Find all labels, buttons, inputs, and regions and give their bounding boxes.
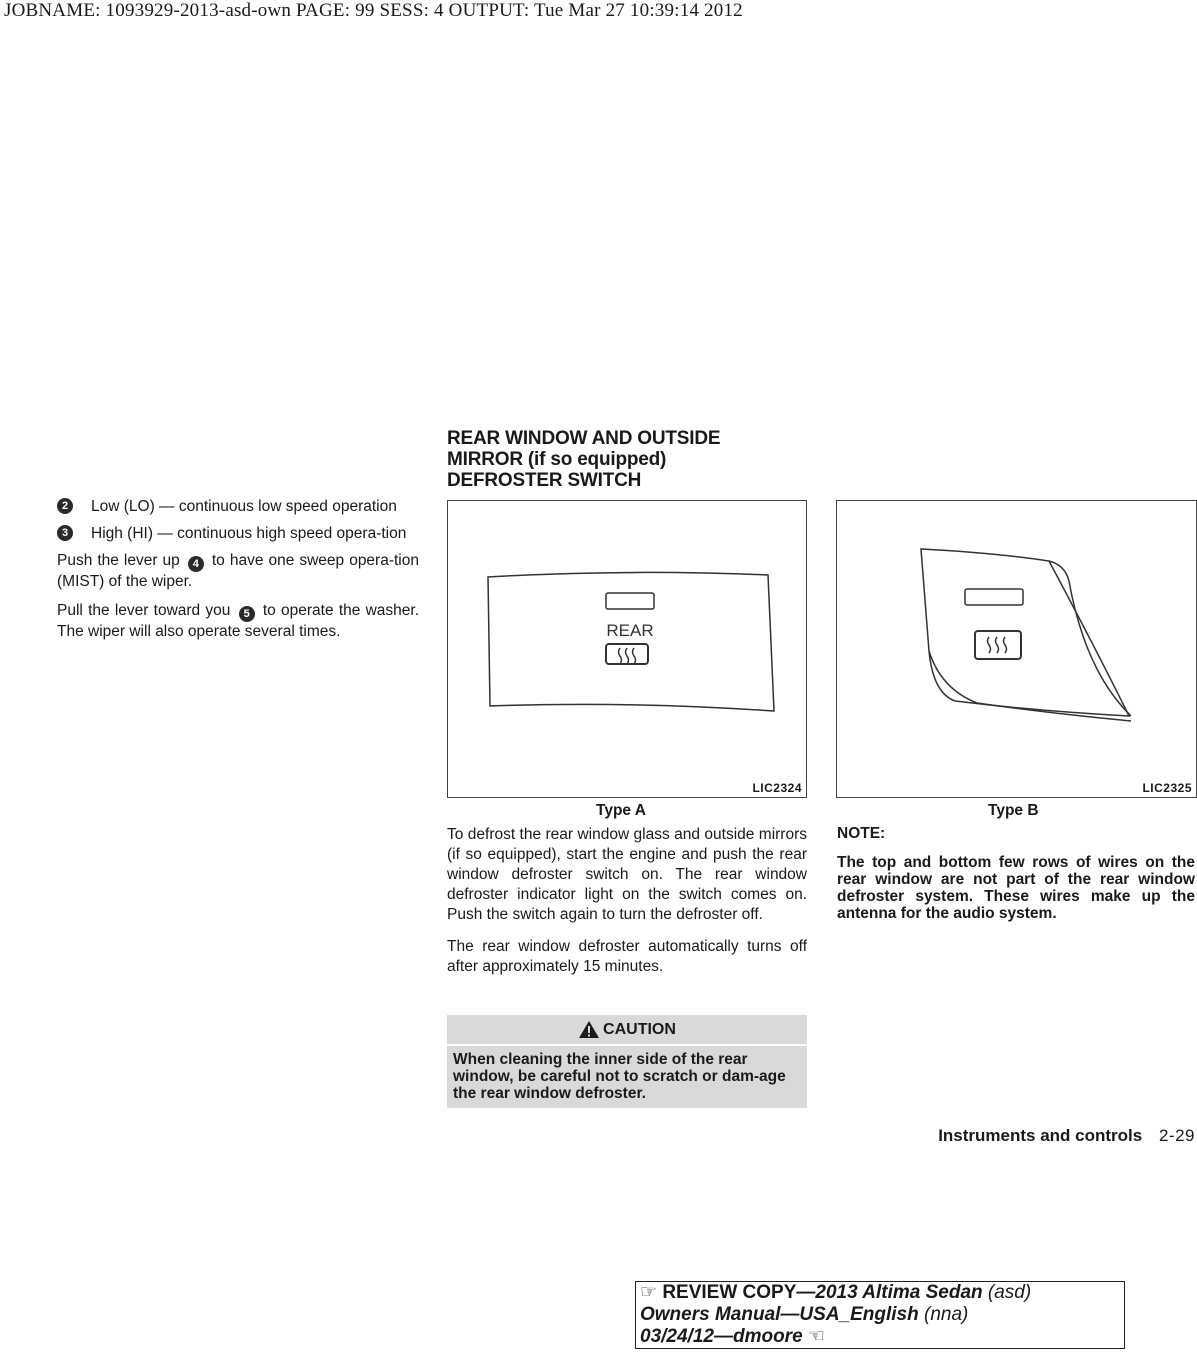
figure-type-b xyxy=(836,500,1197,798)
section-heading xyxy=(447,428,807,491)
item-number-badge: 4 xyxy=(188,556,204,572)
heading-line: REAR WINDOW AND OUTSIDE xyxy=(447,428,721,449)
review-model-code: (asd) xyxy=(987,1282,1032,1303)
middle-column xyxy=(447,825,807,989)
item-number-badge: 3 xyxy=(57,525,73,541)
review-label: REVIEW COPY— xyxy=(662,1282,816,1303)
heading-line: DEFROSTER SWITCH xyxy=(447,470,642,491)
caution-header xyxy=(447,1015,807,1046)
item-text: High (HI) — continuous high speed opera-tion xyxy=(91,525,407,542)
list-item xyxy=(57,524,419,544)
figure-caption: Type B xyxy=(988,802,1039,819)
heading-line: MIRROR (if so equipped) xyxy=(447,449,667,470)
figure-caption: Type A xyxy=(596,802,646,819)
review-manual: Owners Manual—USA_English xyxy=(640,1304,919,1325)
job-header: JOBNAME: 1093929-2013-asd-own PAGE: 99 SESS: 4 OUTPUT: Tue Mar 27 10:39:14 2012 xyxy=(4,0,743,21)
review-line-1 xyxy=(640,1282,1124,1304)
review-copy-stamp xyxy=(635,1281,1125,1349)
caution-box xyxy=(447,1015,807,1108)
panel-rear-label: REAR xyxy=(606,621,654,640)
defrost-paragraph: To defrost the rear window glass and outside mirrors (if so equipped), start the engine and push the rear window defroster switch on. The rear window defroster indicator light on the switch comes on. Push the switch again to turn the defroster off. xyxy=(447,826,807,923)
review-date: 03/24/12—dmoore xyxy=(640,1326,803,1347)
push-text-start: Push the lever up xyxy=(57,552,180,569)
note-section xyxy=(837,825,1195,922)
item-number-badge: 2 xyxy=(57,498,73,514)
figure-code: LIC2324 xyxy=(752,781,802,795)
pointing-hand-left-icon: ☜ xyxy=(807,1326,825,1347)
defroster-switch-panel-b-illustration xyxy=(837,501,1196,797)
item-number-badge: 5 xyxy=(239,606,255,622)
figure-type-a xyxy=(447,500,807,798)
caution-title: CAUTION xyxy=(603,1020,676,1038)
note-text: The top and bottom few rows of wires on the rear window are not part of the rear window defroster system. These wires make up the antenna for the audio system. xyxy=(837,854,1195,922)
pointing-hand-icon: ☞ xyxy=(640,1282,658,1303)
note-label: NOTE: xyxy=(837,825,886,842)
pull-lever-paragraph xyxy=(57,601,419,642)
review-line-2 xyxy=(640,1304,1124,1326)
page-footer xyxy=(938,1126,1195,1146)
caution-text: When cleaning the inner side of the rear window, be careful not to scratch or dam-age the rear window defroster. xyxy=(453,1051,786,1102)
left-column xyxy=(57,497,419,651)
review-model: 2013 Altima Sedan xyxy=(815,1282,983,1303)
push-lever-paragraph xyxy=(57,551,419,592)
list-item xyxy=(57,497,419,517)
push-text-end: to have one sweep opera-tion (MIST) of the wiper. xyxy=(57,552,419,590)
warning-triangle-icon xyxy=(578,1020,600,1039)
pull-text-start: Pull the lever toward you xyxy=(57,602,231,619)
figure-code: LIC2325 xyxy=(1142,781,1192,795)
review-language-code: (nna) xyxy=(924,1304,969,1325)
auto-off-paragraph: The rear window defroster automatically turns off after approximately 15 minutes. xyxy=(447,938,807,975)
item-text: Low (LO) — continuous low speed operation xyxy=(91,498,397,515)
pull-text-end: to operate the washer. The wiper will also operate several times. xyxy=(57,602,420,640)
review-line-3 xyxy=(640,1326,1124,1348)
page-number: 2-29 xyxy=(1158,1126,1195,1145)
footer-section-title: Instruments and controls xyxy=(938,1126,1143,1145)
defroster-switch-panel-a-illustration xyxy=(448,501,806,797)
